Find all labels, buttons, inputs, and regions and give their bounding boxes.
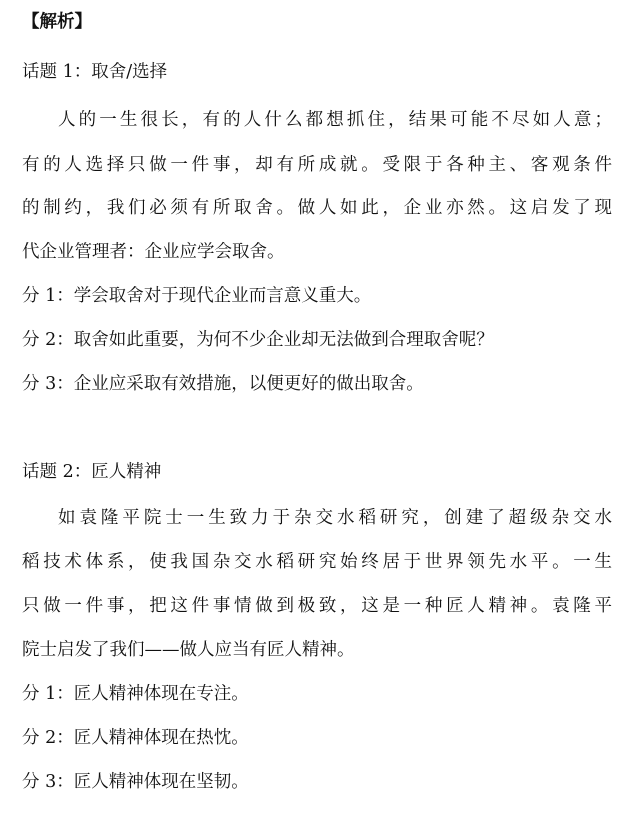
- topic2-point-3: 分 3：匠人精神体现在坚韧。: [22, 772, 249, 792]
- topic1-paragraph-line: 人的一生很长，有的人什么都想抓住，结果可能不尽如人意；: [58, 110, 612, 130]
- topic2-paragraph-line: 只做一件事，把这件事情做到极致，这是一种匠人精神。袁隆平: [22, 596, 612, 616]
- topic2-title: 话题 2：匠人精神: [22, 462, 162, 482]
- analysis-heading: 【解析】: [22, 12, 92, 32]
- topic1-paragraph-line: 代企业管理者：企业应学会取舍。: [22, 242, 285, 262]
- topic1-paragraph-line: 的制约，我们必须有所取舍。做人如此，企业亦然。这启发了现: [22, 198, 612, 218]
- topic1-point-3: 分 3：企业应采取有效措施，以便更好的做出取舍。: [22, 374, 424, 394]
- topic2-paragraph-line: 如袁隆平院士一生致力于杂交水稻研究，创建了超级杂交水: [58, 508, 612, 528]
- topic1-paragraph-line: 有的人选择只做一件事，却有所成就。受限于各种主、客观条件: [22, 155, 612, 175]
- topic1-point-2: 分 2：取舍如此重要，为何不少企业却无法做到合理取舍呢？: [22, 330, 494, 350]
- topic1-point-1: 分 1：学会取舍对于现代企业而言意义重大。: [22, 286, 372, 306]
- topic2-point-2: 分 2：匠人精神体现在热忱。: [22, 728, 249, 748]
- topic2-point-1: 分 1：匠人精神体现在专注。: [22, 684, 249, 704]
- topic2-paragraph-line: 院士启发了我们——做人应当有匠人精神。: [22, 640, 355, 660]
- topic2-paragraph-line: 稻技术体系，使我国杂交水稻研究始终居于世界领先水平。一生: [22, 552, 612, 572]
- topic1-title: 话题 1：取舍/选择: [22, 62, 168, 82]
